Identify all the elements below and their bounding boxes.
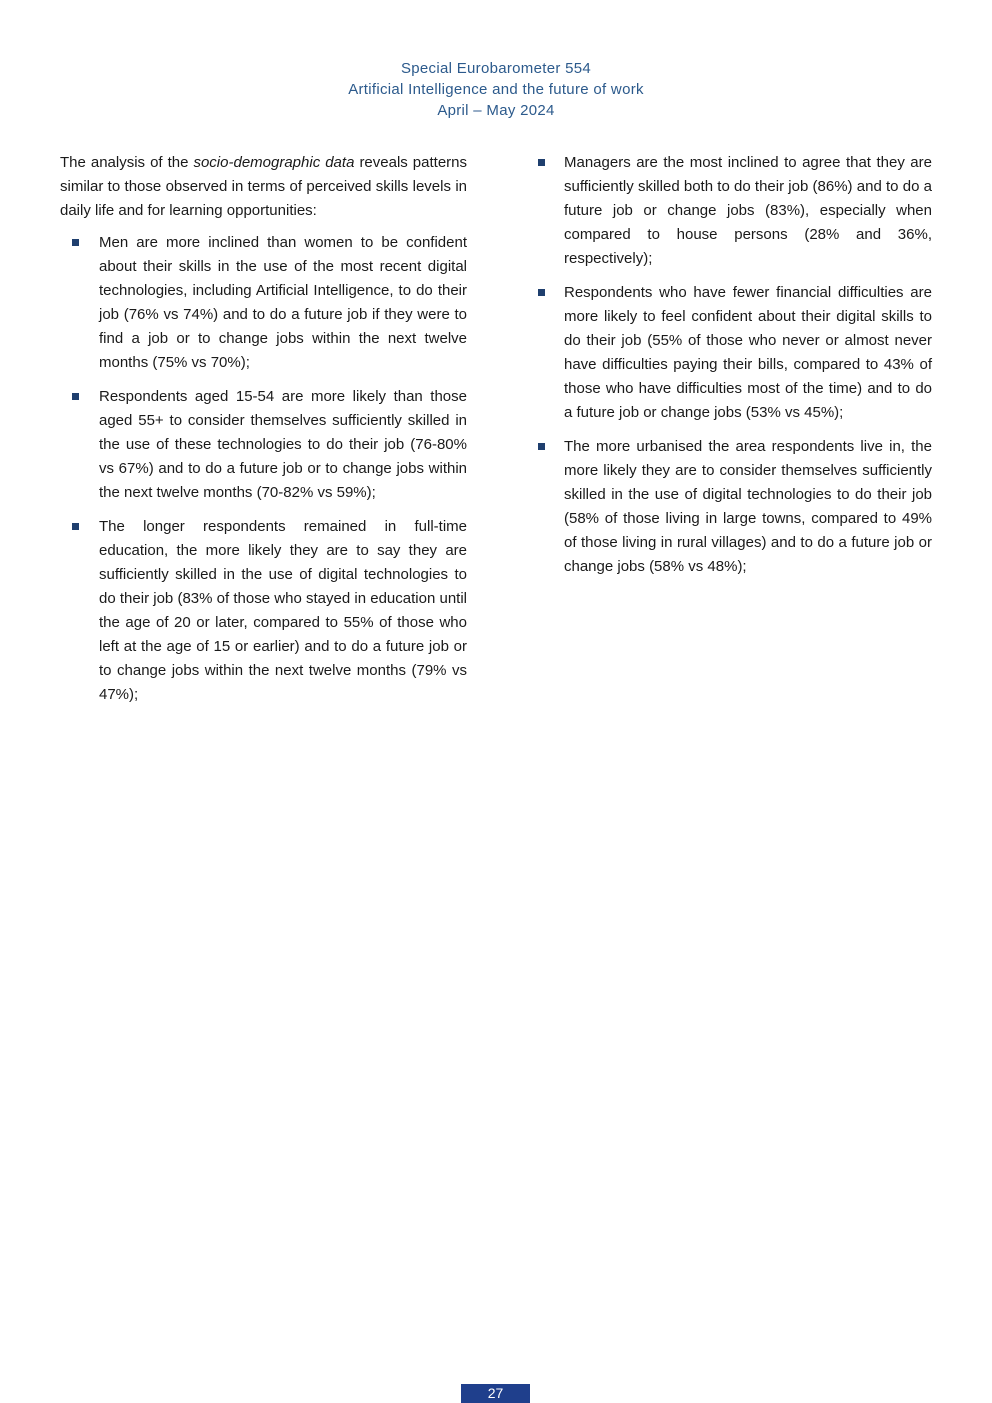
report-date: April – May 2024 xyxy=(437,102,555,119)
bullet-text: Respondents aged 15-54 are more likely than those aged 55+ to consider themselves sufficiently skilled in the use of these technologies to do their job (76-80% vs 67%) and to do a future job or to change jobs within the next twelve months (70-82% vs 59%); xyxy=(99,388,467,501)
report-title: Special Eurobarometer 554 xyxy=(400,60,592,77)
report-subtitle: Artificial Intelligence and the future of work xyxy=(348,81,644,98)
intro-text-end: reveals patterns similar to those observed in terms of perceived skills levels in daily life and for learning opportunities: xyxy=(60,154,468,219)
page-number-badge xyxy=(461,1384,530,1403)
bullet-text: The longer respondents remained in full-time education, the more likely they are to say they are sufficiently skilled in the use of digital technologies to do their job (83% of those who stayed in education until the age of 20 or later, compared to 55% of those who left at the age of 15 or earlier) and to do a future job or to change jobs within the next twelve months (79% vs 47%); xyxy=(99,518,467,703)
square-bullet-icon xyxy=(72,239,79,246)
list-item xyxy=(60,231,467,375)
list-item xyxy=(536,151,932,271)
right-bullet-list xyxy=(536,151,932,579)
left-column xyxy=(60,151,467,717)
left-bullet-list xyxy=(60,231,467,707)
page-number: 27 xyxy=(487,1385,504,1401)
square-bullet-icon xyxy=(72,523,79,530)
right-column xyxy=(536,151,932,589)
bullet-text: Managers are the most inclined to agree that they are sufficiently skilled both to do their job (86%) and to do a future job or change jobs (83%), especially when compared to house persons (28% and 36%, respectively); xyxy=(564,154,932,267)
square-bullet-icon xyxy=(538,443,545,450)
bullet-text: Respondents who have fewer financial difficulties are more likely to feel confident about their digital skills to do their job (55% of those who never or almost never have difficulties paying their bills, compared to 43% of those who have difficulties most of the time) and to do a future job or change jobs (53% vs 45%); xyxy=(564,284,932,421)
bullet-text: The more urbanised the area respondents live in, the more likely they are to consider themselves sufficiently skilled in the use of digital technologies to do their job (58% of those living in large towns, compared to 49% of those living in rural villages) and to do a future job or change jobs (58% vs 48%); xyxy=(564,438,932,575)
bullet-text: Men are more inclined than women to be confident about their skills in the use of the most recent digital technologies, including Artificial Intelligence, to do their job (76% vs 74%) and to do a future job if they were to find a job or to change jobs within the next twelve months (75% vs 70%); xyxy=(99,234,467,371)
square-bullet-icon xyxy=(538,289,545,296)
list-item xyxy=(60,515,467,707)
square-bullet-icon xyxy=(72,393,79,400)
square-bullet-icon xyxy=(538,159,545,166)
intro-paragraph xyxy=(60,151,467,223)
list-item xyxy=(536,435,932,579)
intro-text-start: The analysis of the xyxy=(60,154,194,171)
page-header xyxy=(0,58,992,121)
list-item xyxy=(60,385,467,505)
list-item xyxy=(536,281,932,425)
intro-emphasis: socio-demographic data xyxy=(193,154,355,171)
